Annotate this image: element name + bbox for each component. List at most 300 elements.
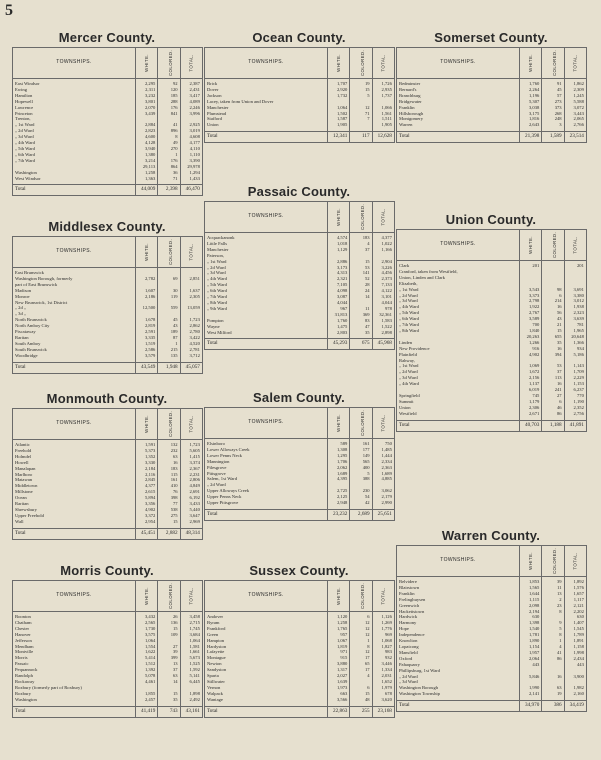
total-cell: 2,387 <box>180 79 202 87</box>
total-cell: 32,361 <box>372 312 394 318</box>
total-cell: 1,525 <box>180 661 202 667</box>
white-cell: 20,263 <box>520 334 542 340</box>
total-cell: 3,443 <box>564 111 586 117</box>
colored-cell: 45 <box>542 87 564 93</box>
township-cell: Independence <box>399 632 425 638</box>
colored-cell: 1,188 <box>542 420 564 431</box>
colored-cell: 386 <box>542 701 564 712</box>
colored-cell: 77 <box>158 501 180 507</box>
total-cell: 5,186 <box>564 352 586 358</box>
township-cell: Little Falls <box>207 240 228 246</box>
table-row <box>205 233 395 241</box>
colored-cell: 71 <box>350 111 372 117</box>
township-cell: „ 5th Ward <box>207 282 227 288</box>
total-cell: 1,723 <box>180 440 202 448</box>
colored-cell: 675 <box>350 339 372 350</box>
colored-cell: 28 <box>350 282 372 288</box>
total-cell: 2,781 <box>180 347 202 353</box>
white-cell: 4,313 <box>328 270 350 276</box>
total-cell: 1,245 <box>564 93 586 99</box>
colored-cell: 1 <box>350 638 372 644</box>
white-cell: 1,816 <box>520 116 542 122</box>
township-cell: „ 5th Ward <box>15 145 35 151</box>
township-cell: Union <box>207 122 219 128</box>
colored-cell: 16 <box>542 346 564 352</box>
colored-cell: 27 <box>542 393 564 399</box>
mercer-county-block <box>12 29 202 196</box>
township-cell: Mannington <box>207 458 230 464</box>
colored-cell: 57 <box>542 93 564 99</box>
colored-cell: 136 <box>158 620 180 626</box>
total-cell: 23,168 <box>372 706 394 717</box>
colored-cell: 43 <box>542 316 564 322</box>
colored-cell: 86 <box>542 411 564 417</box>
white-cell: 1,890 <box>520 638 542 644</box>
white-cell: 2,767 <box>520 310 542 316</box>
colored-cell: 273 <box>542 99 564 105</box>
total-row <box>205 509 395 520</box>
colored-cell: 538 <box>158 507 180 513</box>
total-cell: 4,122 <box>372 288 394 294</box>
total-cell: 1,652 <box>372 679 394 685</box>
total-row <box>13 362 203 373</box>
colored-cell: 91 <box>542 79 564 87</box>
white-cell: 2,295 <box>136 79 158 87</box>
township-cell: Hardwick <box>399 614 418 620</box>
township-cell: Linden <box>399 339 413 345</box>
township-cell: Total <box>205 132 328 143</box>
white-cell: 1,678 <box>136 317 158 323</box>
colored-cell: 15 <box>158 519 180 525</box>
colored-cell: 2 <box>542 597 564 603</box>
total-cell: 5,141 <box>180 673 202 679</box>
total-cell: 5,440 <box>180 507 202 513</box>
total-row <box>397 701 587 712</box>
total-row <box>205 132 395 143</box>
township-header: TOWNSHIPS. <box>205 408 328 439</box>
table-row <box>205 79 395 87</box>
township-cell: Byram <box>207 619 220 625</box>
colored-cell: 8 <box>350 644 372 650</box>
white-cell: 1,120 <box>328 612 350 620</box>
white-cell: 31,813 <box>328 312 350 318</box>
total-cell: 770 <box>564 393 586 399</box>
township-cell: Elsinboro <box>207 441 225 446</box>
total-cell: 3,072 <box>564 105 586 111</box>
colored-header: COLORED. <box>158 581 180 612</box>
colored-cell: 63 <box>542 685 564 691</box>
township-cell: Hackettstown <box>399 608 425 614</box>
township-cell: „ 6th Ward <box>207 288 227 294</box>
total-header: TOTAL. <box>180 48 202 79</box>
total-cell: 1,485 <box>372 447 394 453</box>
township-cell: Acquackanonk <box>207 235 235 240</box>
white-cell: 2,725 <box>328 488 350 494</box>
total-header: TOTAL. <box>180 237 202 268</box>
sussex-county-title: Sussex County. <box>249 563 349 578</box>
white-header: WHITE. <box>520 546 542 577</box>
colored-cell: 232 <box>158 448 180 454</box>
township-header: TOWNSHIPS. <box>13 48 136 79</box>
township-cell: Montgomery <box>399 116 423 122</box>
colored-cell: 39 <box>542 577 564 585</box>
township-cell: „ 3d Ward <box>399 298 418 304</box>
white-cell: 2,948 <box>328 500 350 506</box>
township-cell: Total <box>397 701 520 712</box>
township-cell: East Windsor <box>15 81 40 86</box>
colored-cell: 2,882 <box>158 528 180 539</box>
township-cell: Madison <box>15 287 32 293</box>
colored-cell: 27 <box>158 644 180 650</box>
total-cell: 2,179 <box>372 494 394 500</box>
white-cell: 21,398 <box>520 132 542 143</box>
total-cell: 1,583 <box>372 318 394 324</box>
township-cell: Boonton <box>15 614 31 619</box>
total-cell: 2,780 <box>180 329 202 335</box>
white-cell: 2,070 <box>136 105 158 111</box>
colored-cell: 48 <box>350 697 372 703</box>
colored-cell: 185 <box>158 93 180 99</box>
township-cell: „ 1st Ward <box>15 122 35 128</box>
table-row <box>13 440 203 448</box>
township-cell: Piscataway <box>15 329 36 335</box>
white-cell: 1,519 <box>136 341 158 347</box>
colored-cell: 189 <box>158 329 180 335</box>
white-cell: 1,067 <box>328 638 350 644</box>
total-header: TOTAL. <box>564 546 586 577</box>
total-cell: 1,576 <box>564 585 586 591</box>
township-cell: „ 2d Ward <box>207 482 226 488</box>
township-cell: Pequannock <box>15 667 38 673</box>
white-cell: 5,373 <box>136 448 158 454</box>
total-cell: 4,885 <box>372 476 394 482</box>
township-cell: Washington <box>15 169 37 175</box>
warren-population-table <box>396 545 587 712</box>
colored-cell: 8 <box>542 632 564 638</box>
colored-cell: 388 <box>350 476 372 482</box>
white-cell: 2,098 <box>520 603 542 609</box>
white-cell: 745 <box>520 393 542 399</box>
total-cell: 41,891 <box>564 420 586 431</box>
township-cell: „ 2d Ward <box>399 292 418 298</box>
colored-cell: 2,398 <box>158 185 180 196</box>
colored-cell: 15 <box>350 87 372 93</box>
table-row <box>13 79 203 87</box>
colored-cell: 864 <box>158 164 180 170</box>
white-cell: 4,461 <box>136 679 158 685</box>
total-cell: 969 <box>372 632 394 638</box>
township-cell: „ 6th Ward <box>15 151 35 157</box>
colored-cell: 176 <box>158 105 180 111</box>
white-cell: 4,600 <box>136 134 158 140</box>
township-cell: North Brunswick <box>15 317 47 323</box>
total-cell: 1,407 <box>564 620 586 626</box>
township-cell: Union, Linden and Clark <box>399 274 445 280</box>
white-cell: 40,703 <box>520 420 542 431</box>
colored-cell: 4 <box>350 673 372 679</box>
union-county-block <box>396 211 586 432</box>
white-cell: 1,352 <box>136 454 158 460</box>
total-cell: 1,166 <box>372 247 394 253</box>
total-cell: 1,433 <box>180 176 202 182</box>
white-cell: 2,819 <box>136 323 158 329</box>
colored-cell: 30 <box>158 288 180 294</box>
township-cell: Bedminster <box>399 81 421 86</box>
township-cell: „ 2d Ward <box>207 264 226 270</box>
township-cell: „ 4th Ward <box>399 381 419 387</box>
salem-county-block <box>204 389 394 521</box>
total-cell: 2,202 <box>564 609 586 615</box>
white-cell: 4,377 <box>136 483 158 489</box>
white-cell: 3,579 <box>136 353 158 359</box>
total-cell: 2,121 <box>564 603 586 609</box>
colored-cell: 16 <box>542 674 564 680</box>
white-cell: 2,156 <box>520 375 542 381</box>
total-cell: 1,110 <box>180 152 202 158</box>
township-cell: Hamilton <box>15 92 33 98</box>
white-cell: 1,853 <box>520 577 542 585</box>
white-cell: 1,990 <box>520 685 542 691</box>
total-cell: 12,628 <box>372 132 394 143</box>
total-cell: 45,057 <box>180 362 202 373</box>
total-cell: 4,377 <box>372 233 394 241</box>
white-cell: 3,439 <box>136 111 158 117</box>
total-cell: 4,044 <box>372 300 394 306</box>
total-cell: 1,269 <box>372 620 394 626</box>
township-cell: South Brunswick <box>15 346 47 352</box>
white-cell: 2,615 <box>136 489 158 495</box>
colored-cell: 6 <box>542 399 564 405</box>
total-cell: 13,059 <box>180 305 202 311</box>
colored-cell: 14 <box>350 294 372 300</box>
township-cell: Total <box>205 706 328 717</box>
total-cell: 1,726 <box>372 79 394 87</box>
white-cell: 1,840 <box>520 328 542 334</box>
total-cell: 45,968 <box>372 339 394 350</box>
white-header: WHITE. <box>136 409 158 440</box>
total-cell: 6,192 <box>180 495 202 501</box>
total-cell: 29,978 <box>180 164 202 170</box>
white-cell: 1,064 <box>136 638 158 644</box>
total-cell: 3,390 <box>180 158 202 164</box>
colored-cell: 119 <box>158 294 180 300</box>
sussex-county-block <box>204 562 394 718</box>
total-cell: 2,851 <box>180 276 202 282</box>
township-cell: Walpack <box>207 690 223 696</box>
white-cell: 12,500 <box>136 305 158 311</box>
total-row <box>397 420 587 431</box>
township-cell: Hampton <box>207 637 225 643</box>
white-cell: 5,078 <box>136 673 158 679</box>
white-cell: 3,173 <box>328 265 350 271</box>
total-cell: 1,827 <box>372 644 394 650</box>
white-header: WHITE. <box>520 48 542 79</box>
total-row <box>13 185 203 196</box>
total-cell: 3,374 <box>180 460 202 466</box>
total-cell: 4,177 <box>180 140 202 146</box>
colored-cell: 4 <box>542 644 564 650</box>
total-cell: 23,514 <box>564 132 586 143</box>
white-cell: 4,395 <box>328 476 350 482</box>
total-cell: 932 <box>372 655 394 661</box>
white-cell: 1,502 <box>328 111 350 117</box>
total-cell: 4,089 <box>180 99 202 105</box>
total-cell: 2,756 <box>564 411 586 417</box>
white-cell: 1,392 <box>136 667 158 673</box>
white-cell: 2,803 <box>328 330 350 336</box>
colored-cell: 52 <box>350 276 372 282</box>
white-cell: 1,622 <box>136 649 158 655</box>
white-cell: 971 <box>328 649 350 655</box>
colored-cell: 98 <box>542 287 564 293</box>
white-cell: 1,064 <box>328 105 350 111</box>
total-cell: 2,373 <box>372 276 394 282</box>
total-cell: 934 <box>564 346 586 352</box>
township-cell: „ 1st Ward <box>399 286 419 292</box>
ocean-population-table <box>204 47 395 143</box>
township-cell: Pittsgrove <box>207 470 226 476</box>
township-cell: Princeton <box>15 110 33 116</box>
white-cell: 201 <box>520 261 542 269</box>
white-cell: 1,644 <box>520 591 542 597</box>
white-cell: 5,846 <box>520 674 542 680</box>
township-cell: Total <box>13 185 136 196</box>
township-cell: Total <box>397 420 520 431</box>
white-cell: 2,184 <box>136 466 158 472</box>
colored-cell: 24 <box>350 288 372 294</box>
township-cell: „ 1st Ward <box>207 258 227 264</box>
white-cell: 3,356 <box>136 501 158 507</box>
township-cell: West Windsor <box>15 175 41 181</box>
somerset-population-table <box>396 47 587 143</box>
township-cell: Brick <box>207 81 218 86</box>
colored-header: COLORED. <box>158 409 180 440</box>
total-cell: 25,651 <box>372 509 394 520</box>
white-cell: 3,801 <box>136 99 158 105</box>
total-cell: 48,314 <box>180 528 202 539</box>
township-cell: Franklin <box>399 104 415 110</box>
total-cell: 34,419 <box>564 701 586 712</box>
total-cell: 1,511 <box>372 116 394 122</box>
township-cell: Chester <box>15 625 30 631</box>
white-cell: 2,886 <box>328 259 350 265</box>
morris-population-table <box>12 580 203 718</box>
white-cell: 1,707 <box>328 79 350 87</box>
colored-cell: 214 <box>542 298 564 304</box>
colored-cell <box>542 261 564 269</box>
total-cell: 2,990 <box>372 500 394 506</box>
white-cell: 2,264 <box>520 87 542 93</box>
total-row <box>397 132 587 143</box>
township-cell: „ 7th Ward <box>399 322 419 328</box>
white-cell: 1,069 <box>520 363 542 369</box>
township-cell: Hardyston <box>207 643 227 649</box>
township-cell: „ 8th Ward <box>399 327 419 333</box>
total-cell: 1,066 <box>372 105 394 111</box>
township-cell: Total <box>13 362 136 373</box>
total-cell: 1,776 <box>372 626 394 632</box>
white-cell: 34,970 <box>520 701 542 712</box>
white-cell: 29,113 <box>136 164 158 170</box>
total-cell: 1,581 <box>180 644 202 650</box>
white-cell: 1,266 <box>520 340 542 346</box>
total-cell: 781 <box>564 322 586 328</box>
total-cell: 1,415 <box>180 454 202 460</box>
mercer-county-title: Mercer County. <box>58 30 156 45</box>
township-cell: Chatham <box>15 619 32 625</box>
white-cell: 1,115 <box>520 597 542 603</box>
passaic-county-title: Passaic County. <box>247 184 351 199</box>
township-cell: Manalapan <box>15 465 36 471</box>
colored-header: COLORED. <box>542 230 564 261</box>
white-cell: 1,308 <box>328 447 350 453</box>
township-cell: Lower Penns Neck <box>207 452 242 458</box>
township-cell: Total <box>13 706 136 717</box>
township-cell: Frankford <box>207 625 226 631</box>
colored-cell: 46 <box>542 405 564 411</box>
white-cell: 1,922 <box>520 304 542 310</box>
white-cell: 1,639 <box>328 679 350 685</box>
white-cell: 3,087 <box>328 294 350 300</box>
colored-cell: 177 <box>350 447 372 453</box>
white-cell: 2,141 <box>520 691 542 697</box>
white-cell: 22,863 <box>328 706 350 717</box>
colored-cell: 115 <box>158 472 180 478</box>
total-cell: 1,689 <box>372 471 394 477</box>
township-cell: Plumstead <box>207 110 227 116</box>
colored-cell: 215 <box>158 347 180 353</box>
township-cell: Lopatcong <box>399 643 419 649</box>
white-cell: 2,823 <box>136 128 158 134</box>
colored-cell: 63 <box>158 673 180 679</box>
colored-cell: 369 <box>350 312 372 318</box>
white-cell: 3,038 <box>520 105 542 111</box>
total-cell: 7,133 <box>372 282 394 288</box>
white-cell: 4,128 <box>136 140 158 146</box>
total-cell: 1,444 <box>372 453 394 459</box>
total-cell: 1,905 <box>372 122 394 128</box>
white-cell <box>136 268 158 276</box>
total-cell: 1,366 <box>564 340 586 346</box>
colored-cell: 248 <box>542 116 564 122</box>
white-header: WHITE. <box>328 408 350 439</box>
total-cell: 3,433 <box>180 501 202 507</box>
white-cell: 1,905 <box>328 122 350 128</box>
township-cell: Wayne <box>207 323 220 329</box>
colored-cell: 120 <box>158 87 180 93</box>
white-cell: 3,432 <box>136 612 158 620</box>
white-cell: 3,543 <box>520 287 542 293</box>
colored-cell: 141 <box>350 270 372 276</box>
colored-cell: 241 <box>542 387 564 393</box>
total-cell: 1,982 <box>564 685 586 691</box>
total-cell: 2,862 <box>180 323 202 329</box>
total-cell: 3,900 <box>564 674 586 680</box>
total-cell: 2,229 <box>564 375 586 381</box>
township-cell: Roxbury (formerly part of Roxbury) <box>15 684 82 690</box>
total-cell: 2,363 <box>372 465 394 471</box>
total-cell: 6,237 <box>564 387 586 393</box>
colored-cell: 41 <box>158 122 180 128</box>
total-cell: 2,305 <box>180 294 202 300</box>
colored-cell: 5 <box>542 626 564 632</box>
colored-cell: 15 <box>350 691 372 697</box>
colored-header: COLORED. <box>542 546 564 577</box>
colored-cell: 288 <box>158 99 180 105</box>
somerset-county-block <box>396 29 586 143</box>
colored-cell: 270 <box>158 146 180 152</box>
total-cell: 2,431 <box>180 87 202 93</box>
